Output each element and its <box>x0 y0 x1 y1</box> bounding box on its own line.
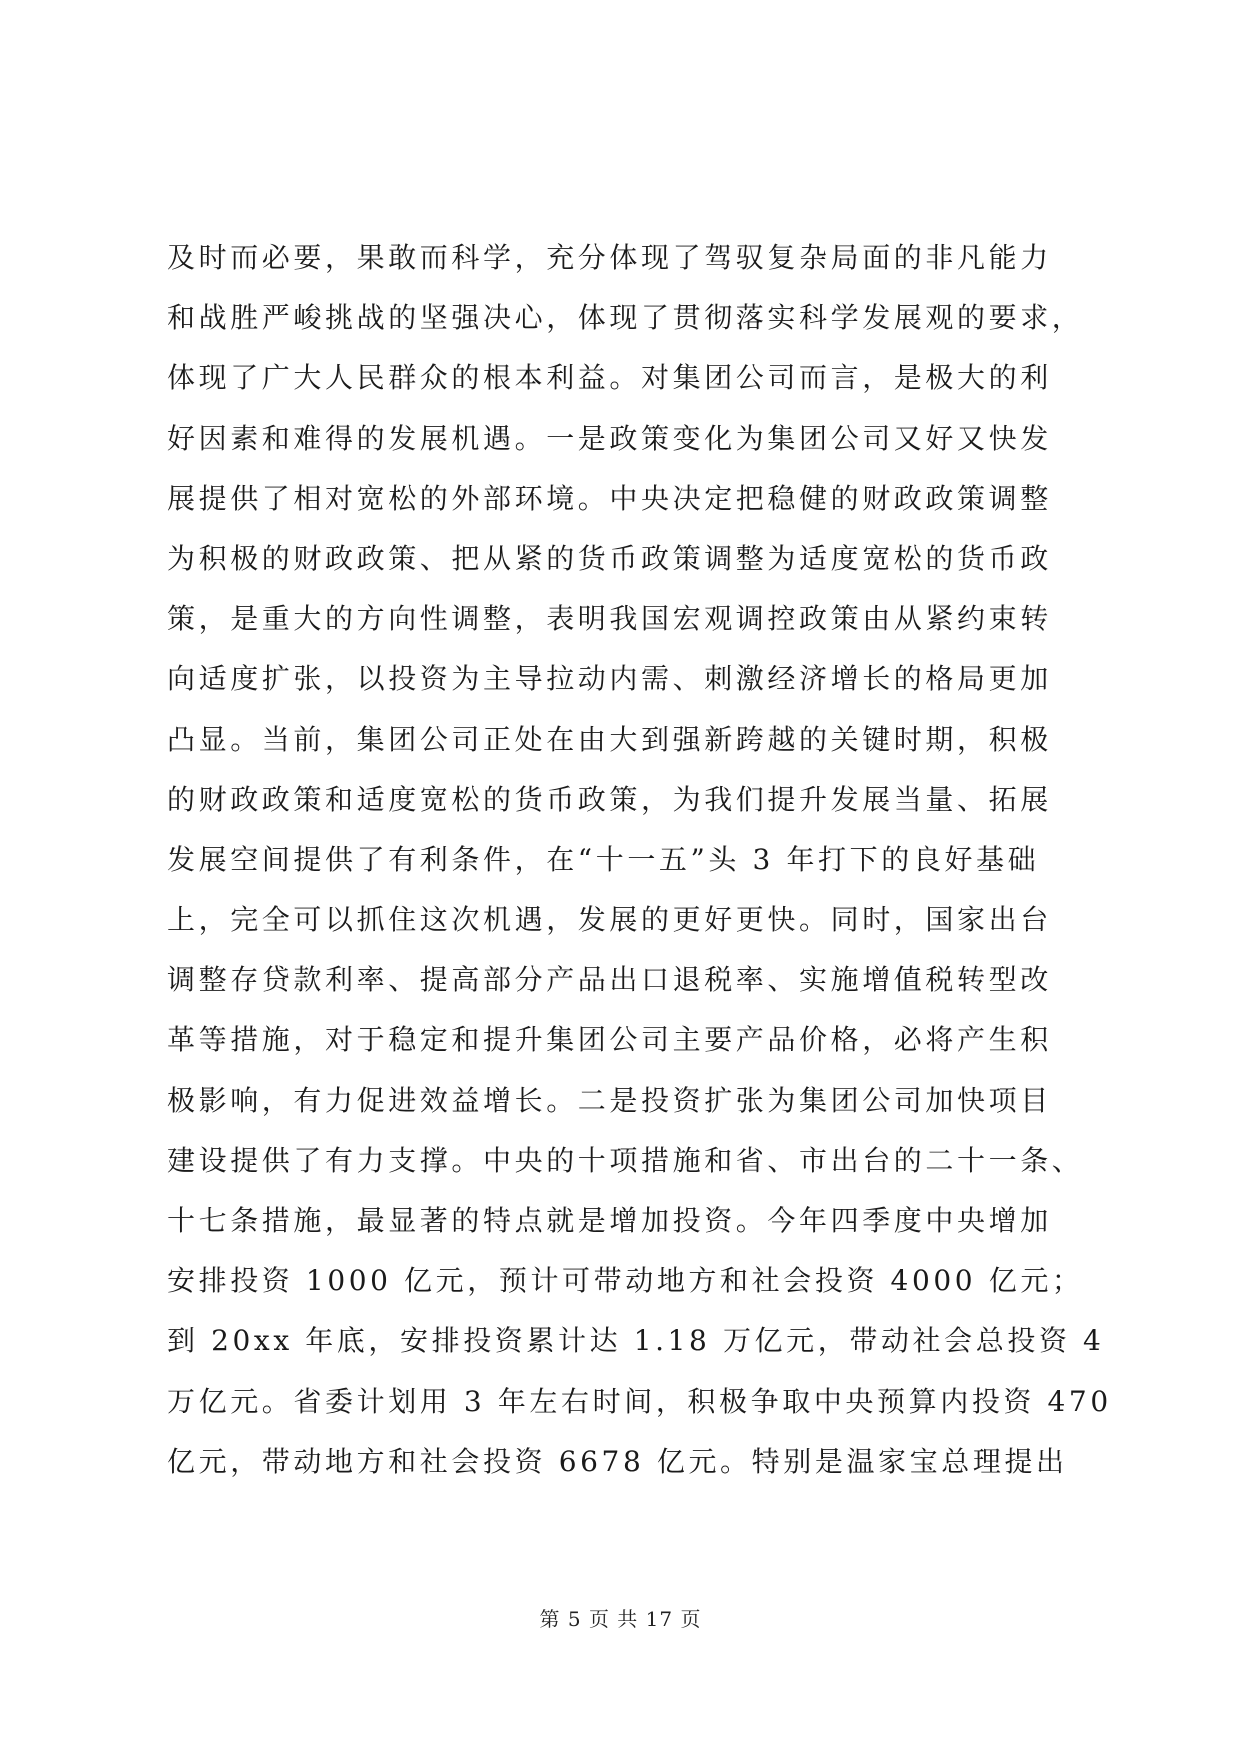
text-line-14: 革等措施，对于稳定和提升集团公司主要产品价格，必将产生积 <box>167 1023 1052 1057</box>
text-line-11: 发展空间提供了有利条件，在“十一五”头 3 年打下的良好基础 <box>167 842 1040 876</box>
page-number-footer: 第 5 页 共 17 页 <box>539 1607 702 1631</box>
text-line-13: 调整存贷款利率、提高部分产品出口退税率、实施增值税转型改 <box>167 963 1052 997</box>
text-line-21: 亿元，带动地方和社会投资 6678 亿元。特别是温家宝总理提出 <box>167 1444 1068 1478</box>
text-line-4: 好因素和难得的发展机遇。一是政策变化为集团公司又好又快发 <box>167 421 1052 455</box>
text-line-7: 策，是重大的方向性调整，表明我国宏观调控政策由从紧约束转 <box>167 602 1052 636</box>
text-line-3: 体现了广大人民群众的根本利益。对集团公司而言，是极大的利 <box>167 361 1052 395</box>
text-line-9: 凸显。当前，集团公司正处在由大到强新跨越的关键时期，积极 <box>167 722 1052 756</box>
text-line-6: 为积极的财政政策、把从紧的货币政策调整为适度宽松的货币政 <box>167 541 1052 575</box>
text-line-17: 十七条措施，最显著的特点就是增加投资。今年四季度中央增加 <box>167 1204 1052 1237</box>
text-line-16: 建设提供了有力支撑。中央的十项措施和省、市出台的二十一条、 <box>167 1143 1084 1177</box>
text-line-1: 及时而必要，果敢而科学，充分体现了驾驭复杂局面的非凡能力 <box>167 241 1052 274</box>
text-line-18: 安排投资 1000 亿元，预计可带动地方和社会投资 4000 亿元； <box>167 1264 1084 1298</box>
text-line-5: 展提供了相对宽松的外部环境。中央决定把稳健的财政政策调整 <box>167 481 1052 515</box>
text-line-8: 向适度扩张，以投资为主导拉动内需、刺激经济增长的格局更加 <box>167 662 1052 696</box>
text-line-20: 万亿元。省委计划用 3 年左右时间，积极争取中央预算内投资 470 <box>167 1384 1112 1418</box>
text-line-19: 到 20xx 年底，安排投资累计达 1.18 万亿元，带动社会总投资 4 <box>167 1324 1105 1358</box>
text-line-10: 的财政政策和适度宽松的货币政策，为我们提升发展当量、拓展 <box>167 782 1052 816</box>
text-line-15: 极影响，有力促进效益增长。二是投资扩张为集团公司加快项目 <box>167 1083 1052 1117</box>
text-line-12: 上，完全可以抓住这次机遇，发展的更好更快。同时，国家出台 <box>167 903 1052 937</box>
body-text <box>167 228 1117 1492</box>
text-line-2: 和战胜严峻挑战的坚强决心，体现了贯彻落实科学发展观的要求， <box>167 301 1084 335</box>
